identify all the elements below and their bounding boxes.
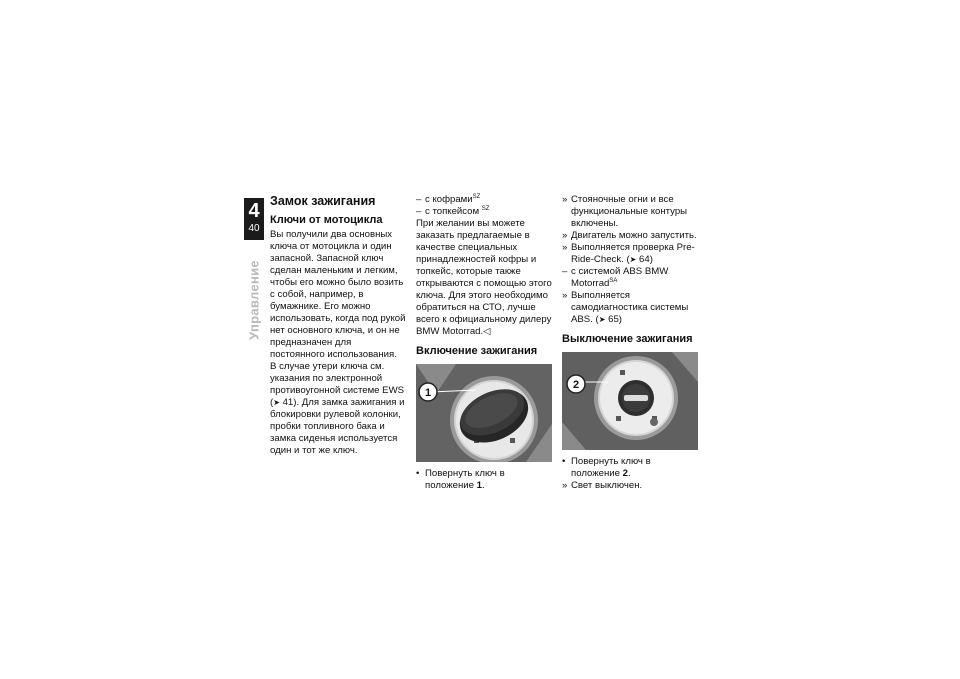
dash-marker: – xyxy=(416,194,422,205)
page-ref[interactable]: 64 xyxy=(639,254,650,265)
page-title: Замок зажигания xyxy=(270,194,376,208)
column-1 xyxy=(270,194,408,457)
lock-info-text: Для замка зажигания и блокировки рулевой колонки, пробки топливного бака и замка сиденья используется один и тот же ключ. xyxy=(270,397,405,456)
section-label: Управление xyxy=(246,260,262,340)
list-item: » Выполняется самодиагностика системы ABS. (➤ 65) xyxy=(562,290,689,325)
instruction-text: Повернуть ключ в положение xyxy=(571,456,651,479)
bullet-marker: • xyxy=(562,456,566,467)
page-ref[interactable]: 65 xyxy=(608,314,619,325)
result-marker: » xyxy=(562,290,568,301)
chapter-number: 4 xyxy=(248,200,260,222)
ignition-on-photo xyxy=(416,364,552,462)
list-item xyxy=(562,266,700,290)
page-ref-arrow-icon: ➤ xyxy=(629,255,637,264)
page-ref-arrow-icon: ➤ xyxy=(598,315,606,324)
list-item xyxy=(562,230,700,242)
ignition-on-heading: Включение зажигания xyxy=(416,345,538,357)
result-marker: » xyxy=(562,480,568,491)
result-text: Стояночные огни и все функциональные контуры включены. xyxy=(571,194,688,229)
instruction-text: Повернуть ключ в положение xyxy=(425,468,505,491)
result-text: Свет выключен. xyxy=(571,480,643,491)
keys-paragraph: Вы получили два основных ключа от мотоцикла и один запасной. Запасной ключ сделан маленьким и легким, чтобы его можно было возить с собой, например, в бумажнике. Его можно использовать, когда под рукой нет основного ключа, и он не предназначен для постоянного использования. xyxy=(270,229,406,360)
dash-marker: – xyxy=(562,266,568,277)
result-marker: » xyxy=(562,230,568,241)
ignition-off-heading: Выключение зажигания xyxy=(562,333,693,345)
page-ref[interactable]: 41 xyxy=(282,397,294,408)
list-item xyxy=(416,194,553,206)
photo-callout: 1 xyxy=(424,387,432,399)
option-text: с топкейсом xyxy=(425,206,480,217)
option-text: с системой ABS BMW Motorrad xyxy=(571,266,669,289)
list-item: » Выполняется проверка Pre-Ride-Check. (➤ 64) xyxy=(562,242,695,265)
option-code: SZ xyxy=(481,205,490,212)
list-item xyxy=(562,480,700,492)
keys-heading: Ключи от мотоцикла xyxy=(270,214,383,226)
result-text: Выполняется самодиагностика системы ABS. xyxy=(571,290,689,325)
result-marker: » xyxy=(562,242,568,253)
accessories-paragraph: При желании вы можете заказать предлагаемые в качестве специальных принадлежностей кофры и топкейс, которые также открываются с помощью этого ключа. Для этого необходимо обратиться на СТО, лучше всего к официальному дилеру BMW Motorrad.◁ xyxy=(416,218,552,337)
result-text: Выполняется проверка Pre-Ride-Check. xyxy=(571,242,695,265)
list-item xyxy=(416,206,553,218)
option-code: SA xyxy=(609,277,618,284)
dash-marker: – xyxy=(416,206,422,217)
result-text: Двигатель можно запустить. xyxy=(571,230,697,241)
ignition-off-photo xyxy=(562,352,698,450)
instruction-position: 2 xyxy=(622,468,629,479)
photo-callout: 2 xyxy=(572,379,580,391)
page-ref-arrow-icon: ➤ xyxy=(273,398,280,407)
column-3 xyxy=(562,194,700,492)
list-item: • Повернуть ключ в положение 1. xyxy=(416,468,505,491)
lost-key-text: В случае утери ключа см. указания по электронной противоугонной системе EWS xyxy=(270,361,405,396)
result-marker: » xyxy=(562,194,568,205)
instruction-position: 1 xyxy=(476,480,483,491)
bullet-marker: • xyxy=(416,468,420,479)
option-code: SZ xyxy=(472,193,481,200)
lost-key-paragraph: В случае утери ключа см. указания по электронной противоугонной системе EWS (➤ 41). Для замка зажигания и блокировки рулевой колонки, пробки топливного бака и замка сиденья используется один и тот же ключ. xyxy=(270,361,405,456)
list-item xyxy=(562,194,700,230)
list-item: • Повернуть ключ в положение 2. xyxy=(562,456,651,479)
column-2 xyxy=(416,194,553,492)
page-number: 40 xyxy=(248,223,260,234)
option-text: с кофрами xyxy=(425,194,473,205)
chapter-tab xyxy=(244,198,264,240)
